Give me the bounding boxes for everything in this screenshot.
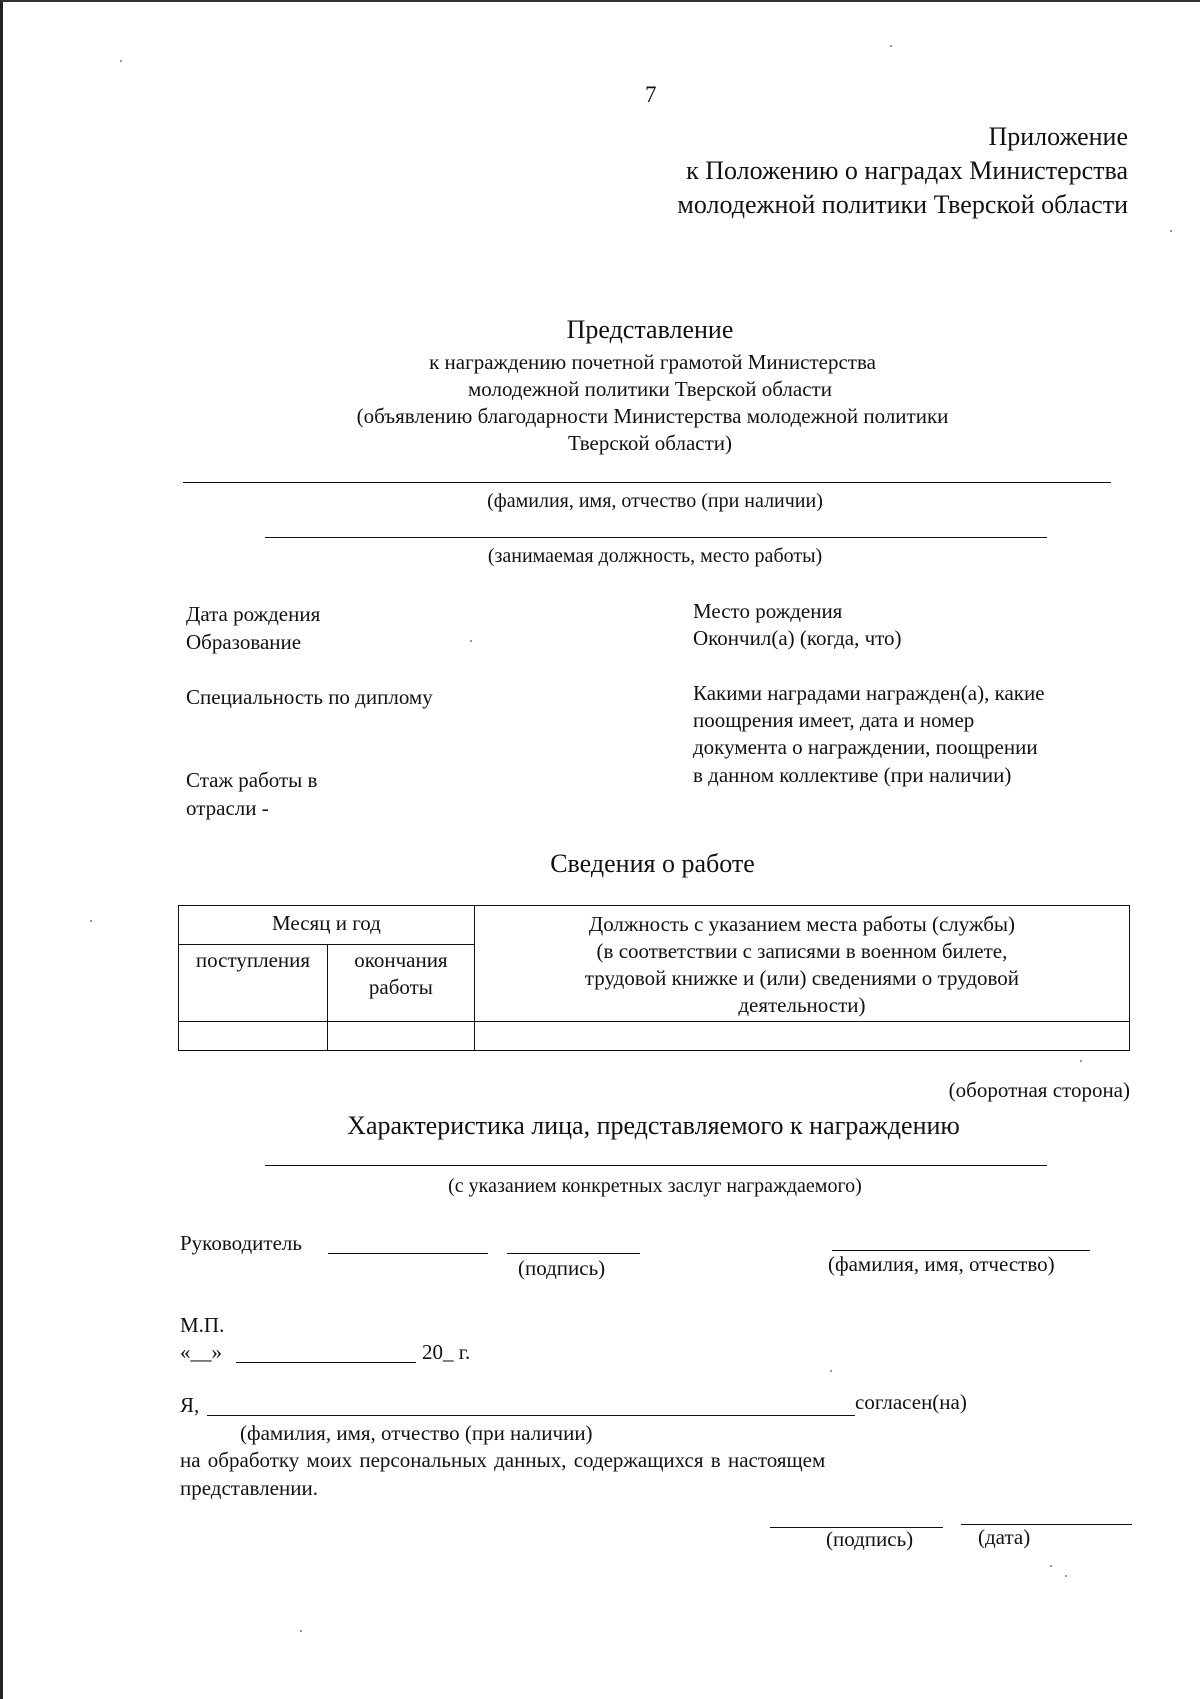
consent-i-label: Я,: [180, 1393, 200, 1417]
head-name-line: [832, 1250, 1090, 1251]
title-line-1: к награждению почетной грамотой Министерства: [429, 350, 876, 374]
graduated-label: Окончил(а) (когда, что): [693, 626, 902, 650]
document-title: Представление: [566, 315, 734, 344]
title-line-2: молодежной политики Тверской области: [468, 377, 832, 401]
date-year: 20_ г.: [422, 1340, 471, 1364]
head-signature-caption: (подпись): [518, 1256, 606, 1280]
consent-fio-caption: (фамилия, имя, отчество (при наличии): [240, 1421, 593, 1445]
work-section-heading: Сведения о работе: [550, 849, 755, 878]
work-history-table: [178, 905, 1130, 1051]
stamp-label: М.П.: [180, 1313, 225, 1337]
experience-line-1: Стаж работы в: [186, 768, 318, 792]
end-header-line-2: работы: [368, 975, 433, 999]
consent-agree-label: согласен(на): [855, 1390, 967, 1414]
specialty-label: Специальность по диплому: [186, 685, 433, 709]
end-header-line-1: окончания: [354, 948, 448, 972]
scan-speck: [300, 1630, 302, 1632]
page-number: 7: [645, 82, 657, 107]
month-year-header: Месяц и год: [179, 906, 475, 945]
position-header-line-3: трудовой книжке и (или) сведениями о трудовой: [584, 966, 1020, 990]
date-day: «__»: [180, 1340, 222, 1364]
scan-speck: [1170, 230, 1172, 232]
scan-speck: [1050, 1565, 1052, 1567]
head-signature-line: [507, 1253, 640, 1254]
appendix-line-2: к Положению о наградах Министерства: [686, 156, 1128, 185]
position-header-line-2: (в соответствии с записями в военном билете,: [596, 939, 1008, 963]
table-header-row: [179, 906, 1130, 945]
scan-speck: [890, 45, 892, 47]
education-label: Образование: [186, 630, 302, 654]
scan-speck: [90, 920, 92, 922]
experience-line-2: отрасли -: [186, 796, 269, 820]
awards-line-4: в данном коллективе (при наличии): [693, 763, 1012, 787]
position-header-line-4: деятельности): [738, 993, 866, 1017]
scan-speck: [830, 1370, 832, 1372]
awards-line-3: документа о награждении, поощрении: [693, 735, 1038, 759]
end-header: [327, 945, 474, 1022]
table-cell-start: [179, 1022, 328, 1051]
consent-name-line: [207, 1415, 855, 1416]
date-month-line: [236, 1362, 416, 1363]
birth-date-label: Дата рождения: [186, 602, 321, 626]
scan-speck: [1080, 1060, 1082, 1062]
birth-place-label: Место рождения: [693, 599, 843, 623]
awards-line-2: поощрения имеет, дата и номер: [693, 708, 975, 732]
characteristic-caption: (с указанием конкретных заслуг награждаемого): [448, 1175, 862, 1197]
consent-text-line-2: представлении.: [180, 1476, 318, 1500]
appendix-line-3: молодежной политики Тверской области: [677, 190, 1128, 219]
title-line-3: (объявлению благодарности Министерства молодежной политики: [356, 404, 949, 428]
characteristic-heading: Характеристика лица, представляемого к награждению: [347, 1111, 960, 1140]
characteristic-line: [265, 1165, 1047, 1166]
fio-caption: (фамилия, имя, отчество (при наличии): [487, 490, 823, 512]
appendix-line-1: Приложение: [988, 122, 1128, 151]
fio-line: [183, 482, 1111, 483]
start-header: поступления: [179, 945, 328, 1022]
scan-edge-top: [0, 0, 1200, 2]
position-header-line-1: Должность с указанием места работы (службы): [588, 912, 1015, 936]
awards-line-1: Какими наградами награжден(а), какие: [693, 681, 1045, 705]
head-name-caption: (фамилия, имя, отчество): [828, 1252, 1055, 1276]
scan-speck: [470, 640, 472, 642]
position-line: [265, 537, 1047, 538]
table-cell-position: [474, 1022, 1129, 1051]
table-cell-end: [327, 1022, 474, 1051]
consent-text-line-1: на обработку моих персональных данных, содержащихся в настоящем: [180, 1448, 826, 1472]
reverse-side-label: (оборотная сторона): [948, 1078, 1130, 1102]
title-line-4: Тверской области): [567, 431, 733, 455]
consent-date-caption: (дата): [978, 1525, 1031, 1549]
position-caption: (занимаемая должность, место работы): [487, 545, 823, 567]
position-header: [474, 906, 1129, 1022]
scan-speck: [1065, 1575, 1067, 1577]
table-row: [179, 1022, 1130, 1051]
head-label: Руководитель: [180, 1231, 302, 1255]
consent-signature-caption: (подпись): [826, 1527, 914, 1551]
head-blank-line: [328, 1253, 488, 1254]
scan-speck: [120, 60, 122, 62]
